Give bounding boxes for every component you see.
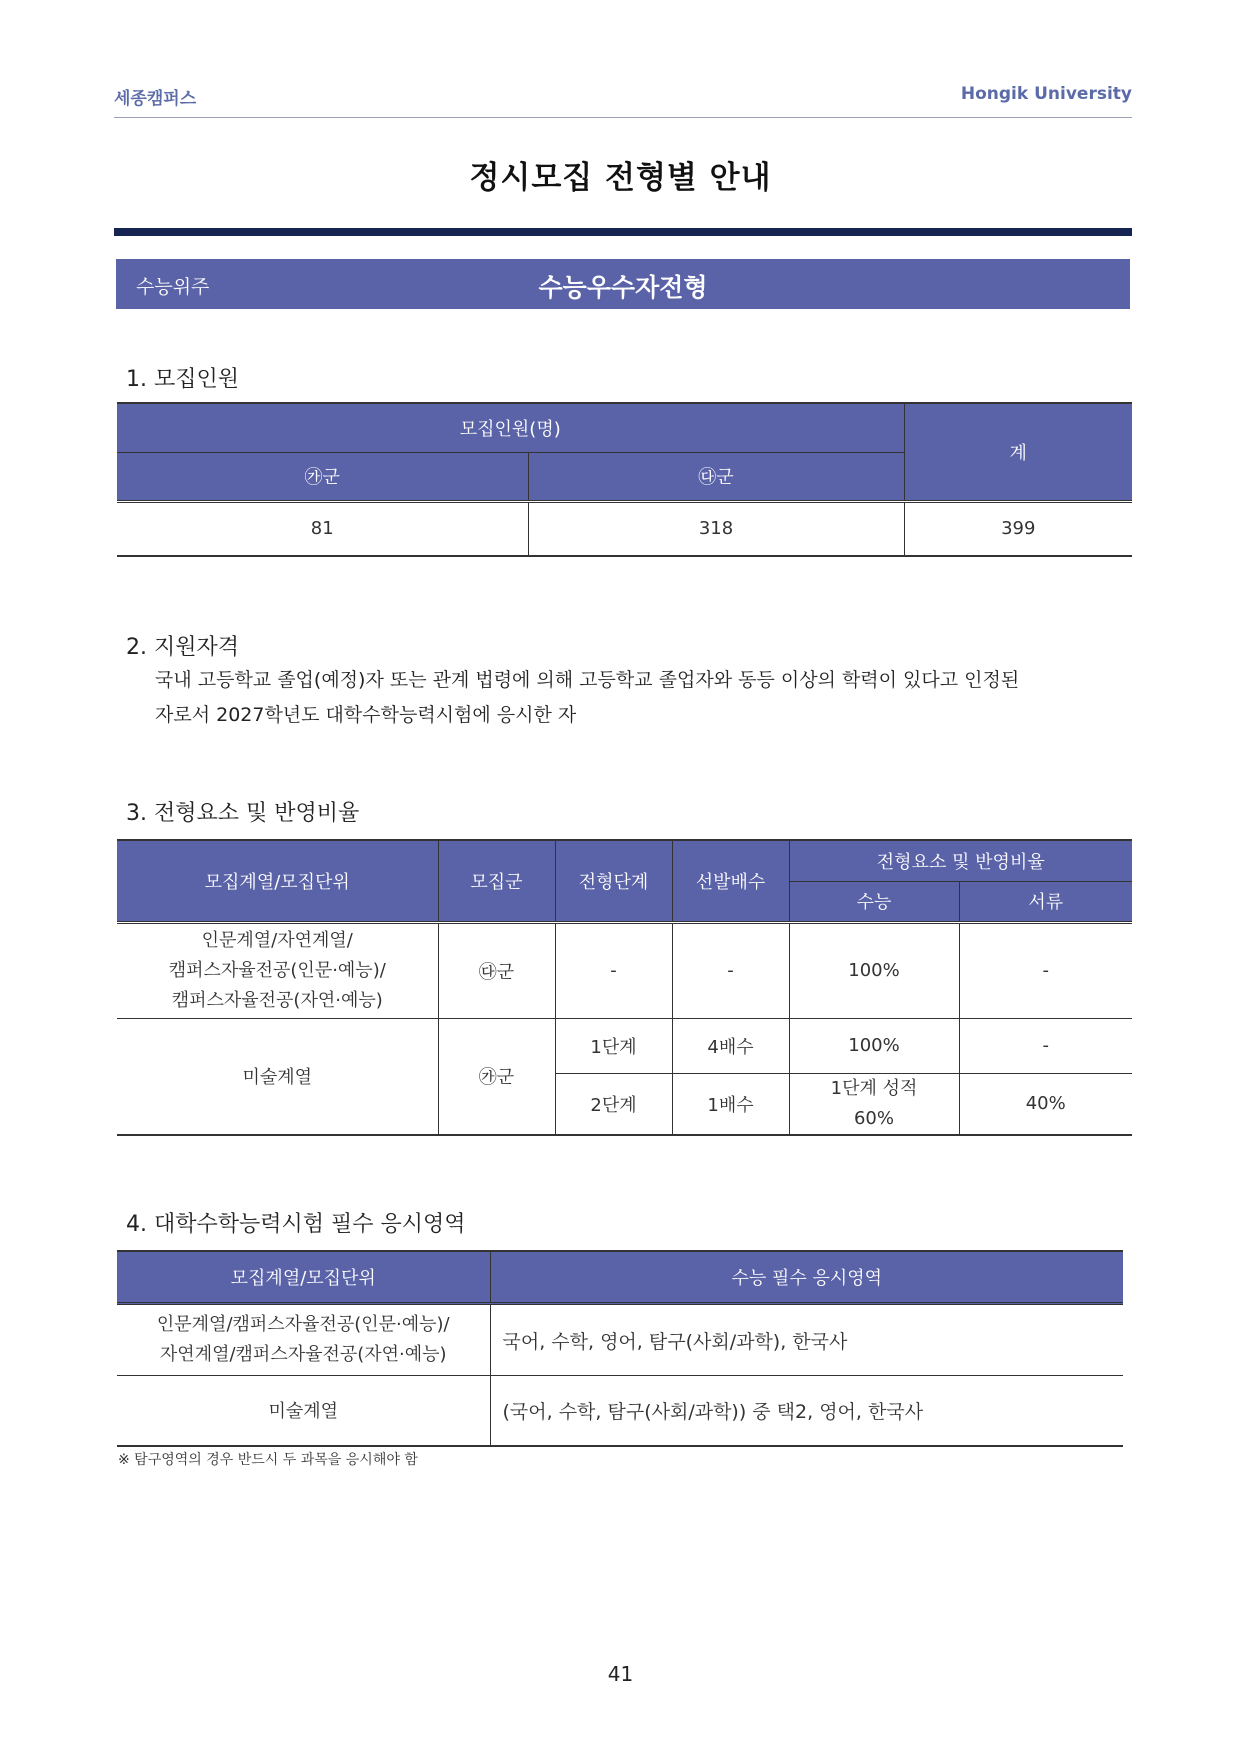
quota-val-ga: 81 xyxy=(117,501,528,556)
area-row1-area: 국어, 수학, 영어, 탐구(사회/과학), 한국사 xyxy=(490,1304,1123,1376)
eligibility-line-1: 국내 고등학교 졸업(예정)자 또는 관계 법령에 의해 고등학교 졸업자와 동등 이상의 학력이 있다고 인정된 xyxy=(155,669,1020,691)
eval-row2-suneung2-line1: 1단계 성적 xyxy=(830,1077,918,1099)
campus-label: 세종캠퍼스 xyxy=(114,89,197,109)
table-row xyxy=(117,501,1132,556)
eval-header-suneung: 수능 xyxy=(789,881,959,922)
eval-header-multiple: 선발배수 xyxy=(672,840,789,922)
evaluation-table xyxy=(117,839,1132,1136)
quota-col-da: ㉰군 xyxy=(528,452,904,501)
eligibility-text xyxy=(155,663,1115,733)
eval-header-docs: 서류 xyxy=(959,881,1132,922)
eval-row2-docs2: 40% xyxy=(959,1073,1132,1135)
eval-row2-suneung2-line2: 60% xyxy=(853,1107,894,1129)
eval-row2-multiple1: 4배수 xyxy=(672,1018,789,1073)
quota-group-header: 모집인원(명) xyxy=(117,403,904,452)
area-row2-unit: 미술계열 xyxy=(117,1376,490,1446)
eval-row1-unit-line1: 인문계열/자연계열/ xyxy=(201,929,353,951)
area-row2-area: (국어, 수학, 탐구(사회/과학)) 중 택2, 영어, 한국사 xyxy=(490,1376,1123,1446)
exam-note: ※ 탐구영역의 경우 반드시 두 과목을 응시해야 함 xyxy=(118,1452,418,1468)
eval-header-stage: 전형단계 xyxy=(555,840,672,922)
university-label: Hongik University xyxy=(960,84,1132,104)
table-row xyxy=(117,1376,1123,1446)
eval-row2-stage2: 2단계 xyxy=(555,1073,672,1135)
banner-category: 수능위주 xyxy=(136,276,210,298)
eval-row2-unit: 미술계열 xyxy=(117,1018,438,1135)
eval-row2-stage1: 1단계 xyxy=(555,1018,672,1073)
quota-val-total: 399 xyxy=(1001,518,1036,539)
eval-row1-stage: - xyxy=(555,922,672,1018)
section2-heading: 2. 지원자격 xyxy=(126,635,239,660)
quota-total-header: 계 xyxy=(904,403,1132,501)
eval-header-unit: 모집계열/모집단위 xyxy=(117,840,438,922)
area-header-unit: 모집계열/모집단위 xyxy=(117,1251,490,1304)
eval-row1-unit xyxy=(117,922,438,1018)
table-row xyxy=(117,1018,1132,1073)
eval-row1-unit-line3: 캠퍼스자율전공(자연·예능) xyxy=(171,989,383,1011)
table-row xyxy=(117,922,1132,1018)
eval-row1-unit-line2: 캠퍼스자율전공(인문·예능)/ xyxy=(168,959,386,981)
section1-heading: 1. 모집인원 xyxy=(126,367,239,392)
banner-title: 수능우수자전형 xyxy=(538,273,708,302)
eval-row1-multiple: - xyxy=(672,922,789,1018)
page-title: 정시모집 전형별 안내 xyxy=(469,160,772,196)
area-row1-unit-line2: 자연계열/캠퍼스자율전공(자연·예능) xyxy=(159,1344,447,1365)
eval-header-group: 모집군 xyxy=(438,840,555,922)
eval-row1-group: ㉰군 xyxy=(438,922,555,1018)
area-header-area: 수능 필수 응시영역 xyxy=(490,1251,1123,1304)
page-number: 41 xyxy=(607,1662,634,1686)
quota-val-da: 318 xyxy=(528,501,904,556)
admission-type-banner xyxy=(116,259,1130,309)
required-area-table xyxy=(117,1250,1123,1447)
section3-heading: 3. 전형요소 및 반영비율 xyxy=(126,801,360,826)
eval-row2-docs1: - xyxy=(959,1018,1132,1073)
eligibility-line-2: 자로서 2027학년도 대학수학능력시험에 응시한 자 xyxy=(155,704,577,726)
header-divider xyxy=(114,117,1132,118)
section4-heading: 4. 대학수학능력시험 필수 응시영역 xyxy=(126,1212,466,1237)
eval-row1-docs: - xyxy=(959,922,1132,1018)
area-row1-unit-line1: 인문계열/캠퍼스자율전공(인문·예능)/ xyxy=(156,1314,450,1335)
eval-row2-suneung1: 100% xyxy=(789,1018,959,1073)
table-row xyxy=(117,1304,1123,1376)
eval-row2-group: ㉮군 xyxy=(438,1018,555,1135)
quota-table xyxy=(117,402,1132,557)
quota-col-ga: ㉮군 xyxy=(117,452,528,501)
eval-row1-suneung: 100% xyxy=(789,922,959,1018)
title-underline-bar xyxy=(114,228,1132,236)
eval-row2-multiple2: 1배수 xyxy=(672,1073,789,1135)
eval-row2-suneung2 xyxy=(789,1073,959,1135)
eval-header-ratio: 전형요소 및 반영비율 xyxy=(789,840,1132,881)
area-row1-unit xyxy=(117,1304,490,1376)
